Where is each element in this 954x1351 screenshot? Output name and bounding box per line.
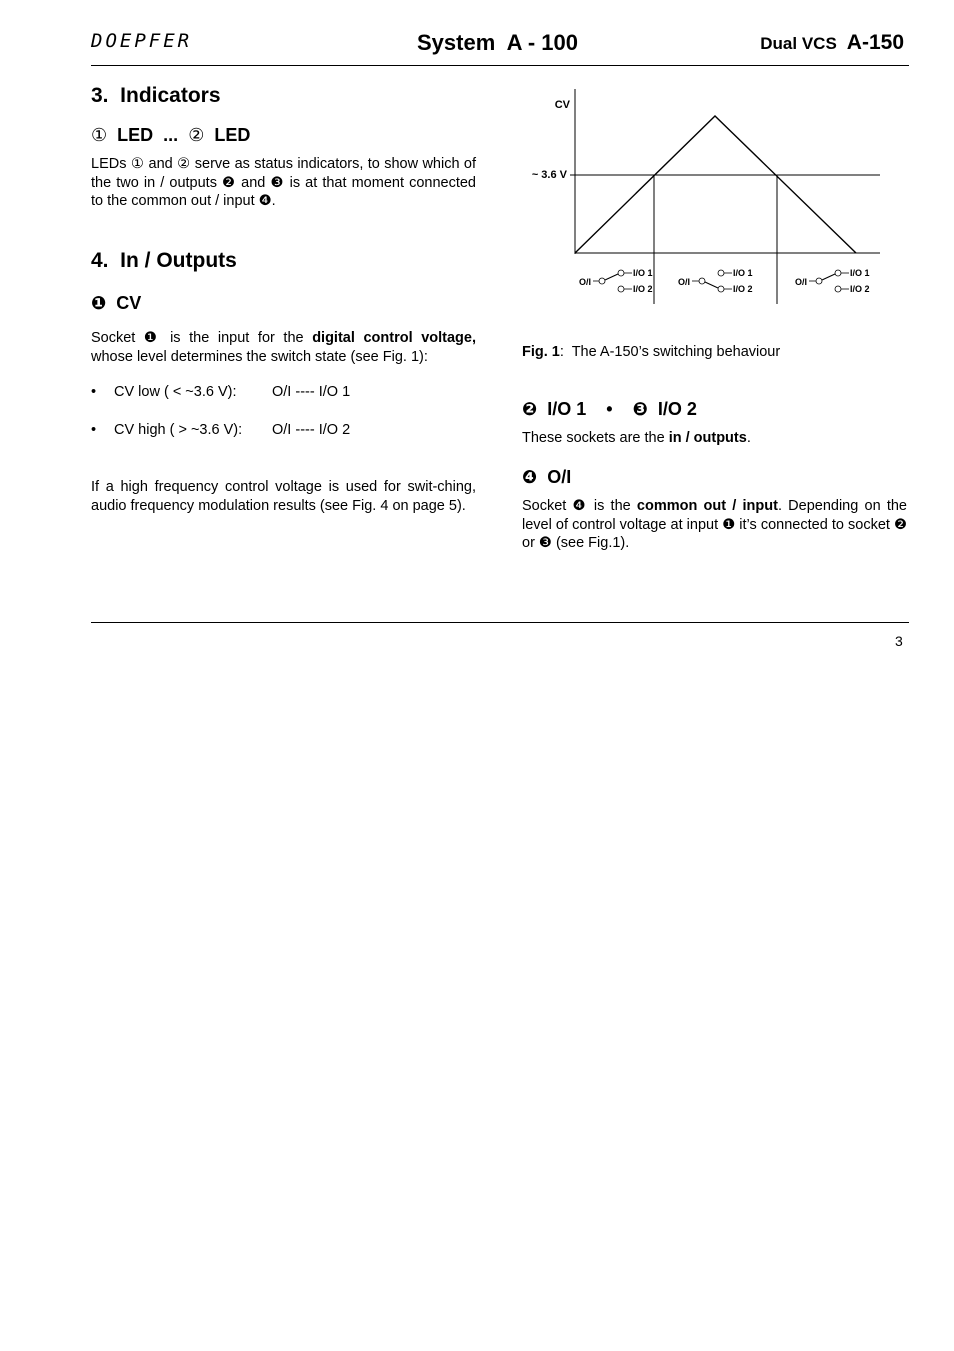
cv-label: CV [116, 293, 142, 313]
io-separator: • [606, 399, 613, 419]
io-subheading [522, 399, 907, 420]
io1-heading-label: I/O 1 [547, 399, 587, 419]
switch-state-io1-last [795, 268, 870, 294]
system-title: System A - 100 [417, 30, 579, 55]
list-item [91, 384, 476, 404]
indicators-heading: 3. Indicators [91, 84, 221, 107]
oi-marker: ❹ [522, 467, 538, 487]
indicators-paragraph: LEDs ① and ② serve as status indicators, to show which of the two in / outputs ❷ and ❸ is at that moment connected to the common out / input ❹. [91, 156, 476, 209]
switch-common-label: O/I [579, 277, 592, 287]
cv-text-start: Socket ❶ is the input for the [91, 330, 313, 346]
switch-contact [599, 278, 605, 284]
io1-label: I/O 1 [733, 268, 753, 278]
bullet-value: O/I ---- I/O 2 [272, 422, 351, 438]
io-text-end: . [746, 430, 751, 446]
model-number: A-150 [846, 31, 904, 54]
contact-io1 [718, 270, 724, 276]
switch-arm [705, 282, 718, 288]
io1-label: I/O 1 [850, 268, 870, 278]
led-separator: ... [163, 125, 179, 145]
footer-rule [91, 622, 909, 623]
oi-text-end: . Depending on the level of control voltage at input ❶ it’s connected to socket ❷ or ❸ (see Fig.1). [522, 498, 907, 551]
high-frequency-paragraph: If a high frequency control voltage is used for swit-ching, audio frequency modulation results (see Fig. 4 on page 5). [91, 479, 476, 514]
product-title [760, 31, 904, 55]
io2-heading-label: I/O 2 [657, 399, 697, 419]
io-text-start: These sockets are the [522, 430, 669, 446]
io2-label: I/O 2 [633, 284, 653, 294]
led2-label: LED [214, 125, 251, 145]
cv-text-bold: digital control voltage, [312, 330, 476, 346]
io2-label: I/O 2 [850, 284, 870, 294]
cv-marker: ❶ [91, 293, 107, 313]
contact-io2 [618, 286, 624, 292]
led1-label: LED [117, 125, 154, 145]
header-rule [91, 65, 909, 66]
threshold-label: ~ 3.6 V [531, 169, 567, 181]
switch-common-label: O/I [795, 277, 808, 287]
oi-subheading [522, 467, 907, 488]
cv-subheading [91, 293, 476, 314]
oi-paragraph [522, 497, 907, 553]
figure-caption [522, 343, 907, 362]
oi-text-bold: common out / input [636, 498, 778, 514]
io2-marker: ❸ [632, 399, 648, 419]
switch-contact [816, 278, 822, 284]
switch-arm [822, 274, 835, 280]
contact-io1 [618, 270, 624, 276]
cv-axis-label: CV [554, 99, 570, 111]
cv-paragraph [91, 329, 476, 366]
led1-marker: ① [91, 125, 108, 145]
io1-marker: ❷ [522, 399, 538, 419]
cv-text-end: whose level determines the switch state (see Fig. 1): [91, 348, 428, 365]
contact-io2 [718, 286, 724, 292]
figure-caption-text: : The A-150’s switching behaviour [559, 344, 781, 360]
figure-caption-label: Fig. 1 [522, 344, 560, 360]
contact-io1 [835, 270, 841, 276]
bullet-label: CV high ( > ~3.6 V): [114, 422, 243, 438]
bullet-dot: • [91, 422, 97, 438]
cv-waveform [575, 116, 856, 253]
bullet-dot: • [91, 384, 97, 400]
io-paragraph [522, 429, 907, 448]
switch-state-io2 [678, 268, 753, 294]
bullet-value: O/I ---- I/O 1 [272, 384, 351, 400]
list-item [91, 422, 476, 442]
io1-label: I/O 1 [633, 268, 653, 278]
in-outputs-heading: 4. In / Outputs [91, 249, 237, 272]
contact-io2 [835, 286, 841, 292]
switch-common-label: O/I [678, 277, 691, 287]
doepfer-logo: DOEPFER [91, 30, 193, 52]
led-subheading [91, 125, 476, 146]
product-name: Dual VCS [760, 34, 837, 53]
oi-heading-label: O/I [547, 467, 572, 487]
switching-diagram [515, 86, 895, 308]
io2-label: I/O 2 [733, 284, 753, 294]
switch-arm [605, 274, 618, 280]
bullet-label: CV low ( < ~3.6 V): [114, 384, 237, 400]
io-text-bold: in / outputs [668, 430, 747, 446]
led2-marker: ② [188, 125, 205, 145]
switch-state-io1-first [579, 268, 653, 294]
switch-contact [699, 278, 705, 284]
page-number: 3 [895, 633, 903, 649]
oi-text-start: Socket ❹ is the [522, 498, 637, 514]
